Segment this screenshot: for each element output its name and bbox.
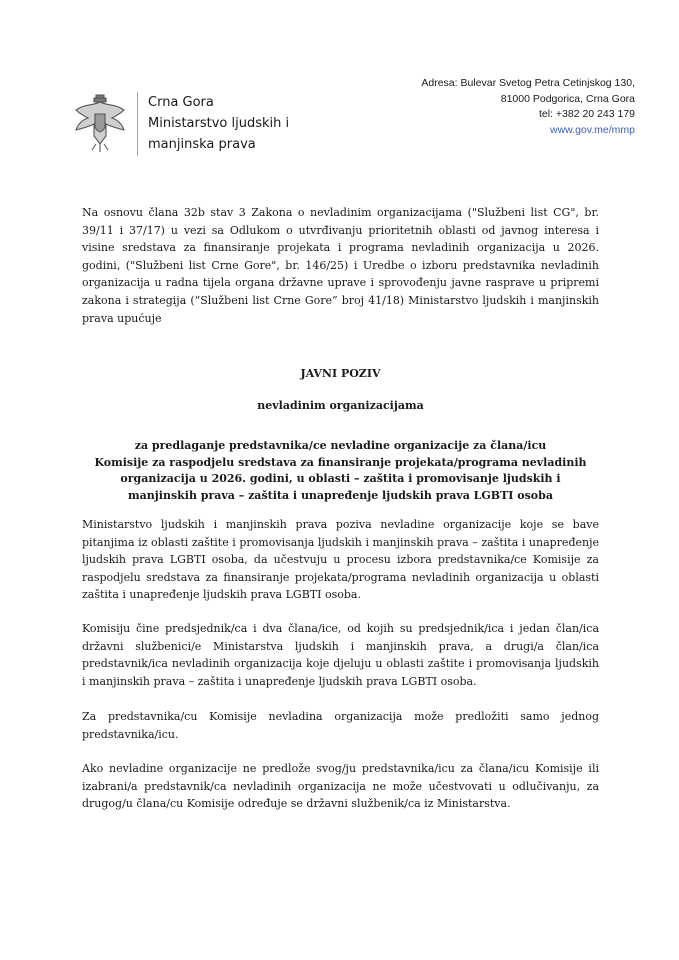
intro-block [82,204,599,327]
phone-line: tel: +382 20 243 179 [538,108,635,120]
body-paragraph-4: Ako nevladine organizacije ne predlože svog/ju predstavnika/icu za člana/icu Komisije ili izabrani/a predstavnik/ca nevladinih organizacija ne može učestvovati u odlučivanju, za drugog/u člana/cu Komisije određuje se državni službenik/ca iz Ministarstva. [82,762,599,811]
coat-of-arms-icon [70,92,130,154]
heading-line: za predlaganje predstavnika/ce nevladine organizacije za člana/icu [134,439,547,452]
heading-line: Komisije za raspodjelu sredstava za finansiranje projekata/programa nevladinih [94,455,587,469]
org-line: manjinska prava [148,137,256,152]
address-line: Adresa: Bulevar Svetog Petra Cetinjskog 130, [421,77,635,89]
org-line: Ministarstvo ljudskih i [148,116,290,131]
body-paragraph-2: Komisiju čine predsjednik/ca i dva člana/ice, od kojih su predsjednik/ica i jedan član/ica državni službenici/e Ministarstva ljudskih i manjinskih prava, a drugi/a član/ica predstavnik/ica nevladinih organizacija koje djeluju u oblasti zaštite i promovisanja ljudskih i manjinskih prava – zaštita i unapređenje ljudskih prava LGBTI osoba. [82,622,599,688]
organization-name [148,92,289,155]
heading-line: manjinskih prava – zaštita i unapređenje ljudskih prava LGBTI osoba [128,488,553,502]
heading-line: organizacija u 2026. godini, u oblasti – zaštita i promovisanje ljudskih i [120,472,561,485]
contact-address [421,76,635,138]
title: JAVNI POZIV [300,367,381,380]
document-subtitle [82,398,599,415]
document-title [82,366,599,383]
website-link[interactable]: www.gov.me/mmp [550,123,635,136]
body-paragraph-1: Ministarstvo ljudskih i manjinskih prava poziva nevladine organizacije koje se bave pitanjima iz oblasti zaštite i promovisanja ljudskih i manjinskih prava – zaštita i unapređenje ljudskih prava LGBTI osoba, da učestvuju u procesu izbora predstavnika/ce Komisije za raspodjelu sredstava za finansiranje projekata/programa nevladinih organizacija u oblasti zaštita i unapređenje ljudskih prava LGBTI osoba. [82,518,599,602]
header-divider [137,92,138,156]
body-paragraph-3: Za predstavnika/cu Komisije nevladina organizacija može predložiti samo jednog predstavnika/icu. [82,710,599,741]
org-line: Crna Gora [148,95,214,110]
intro-paragraph: Na osnovu člana 32b stav 3 Zakona o nevladinim organizacijama ("Službeni list CG", br. 39/11 i 37/17) u vezi sa Odlukom o utvrđivanju prioritetnih oblasti od javnog interesa i visine sredstava za finansiranje projekata i programa nevladinih organizacija u 2026. godini, ("Službeni list Crne Gore", br. 146/25) i Uredbe o izboru predstavnika nevladinih organizacija u radna tijela organa državne uprave i sprovođenju javne rasprave u pripremi zakona i strategija (“Službeni list Crne Gore” broj 41/18) Ministarstvo ljudskih i manjinskih prava upućuje [82,206,599,325]
address-line: 81000 Podgorica, Crna Gora [500,92,635,105]
subtitle: nevladinim organizacijama [257,399,424,412]
call-heading [82,438,599,504]
